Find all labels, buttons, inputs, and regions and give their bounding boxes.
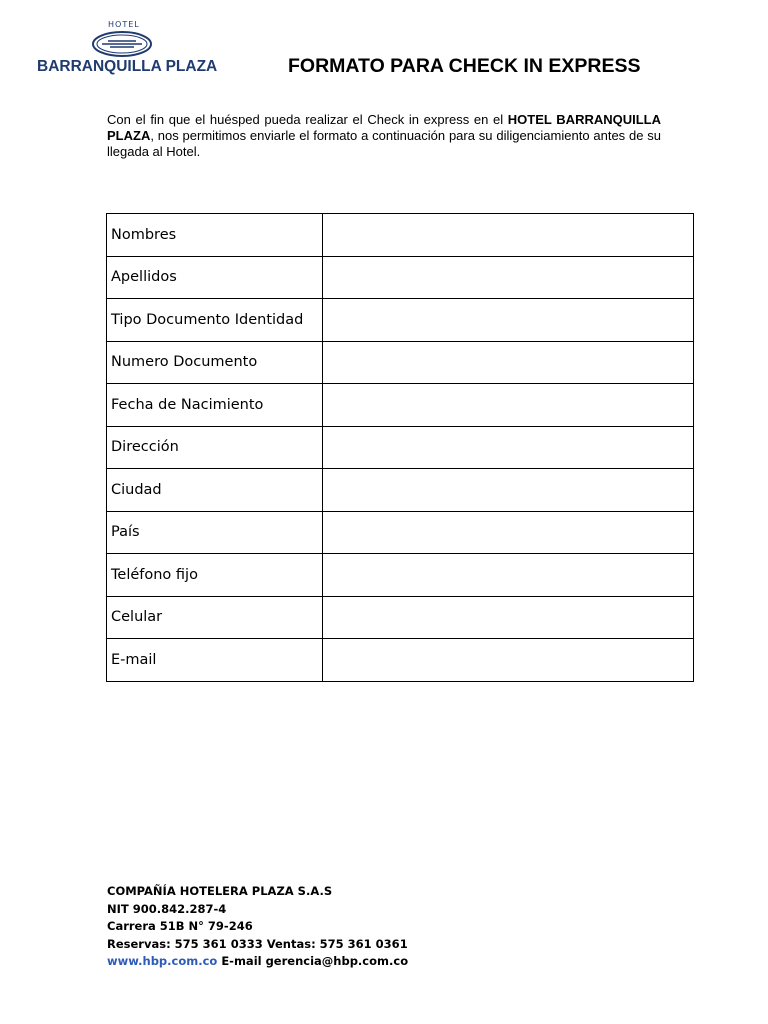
intro-paragraph bbox=[107, 112, 661, 160]
form-row bbox=[107, 214, 694, 257]
form-row bbox=[107, 341, 694, 384]
footer-phones: Reservas: 575 361 0333 Ventas: 575 361 0361 bbox=[107, 936, 408, 951]
form-field-label: E-mail bbox=[107, 639, 323, 682]
intro-hotel-name: HOTEL BARRANQUILLA PLAZA bbox=[107, 112, 662, 143]
footer-company: COMPAÑÍA HOTELERA PLAZA S.A.S bbox=[107, 884, 333, 898]
form-field-label: Celular bbox=[107, 596, 323, 639]
form-field-label: Fecha de Nacimiento bbox=[107, 384, 323, 427]
form-field-input[interactable] bbox=[323, 426, 694, 469]
footer-nit: NIT 900.842.287-4 bbox=[107, 901, 227, 916]
footer-address: Carrera 51B N° 79-246 bbox=[107, 919, 253, 933]
form-field-label: Apellidos bbox=[107, 256, 323, 299]
form-field-input[interactable] bbox=[323, 384, 694, 427]
form-field-input[interactable] bbox=[323, 596, 694, 639]
form-row bbox=[107, 554, 694, 597]
footer-web-email bbox=[107, 953, 408, 971]
form-row bbox=[107, 596, 694, 639]
form-row bbox=[107, 384, 694, 427]
form-row bbox=[107, 426, 694, 469]
intro-text-end: , nos permitimos enviarle el formato a continuación para su diligenciamiento antes de su llegada al Hotel. bbox=[107, 128, 661, 159]
footer-contact bbox=[107, 883, 408, 971]
check-in-form-table bbox=[106, 213, 694, 682]
logo-emblem-icon bbox=[92, 31, 152, 57]
form-field-label: Dirección bbox=[107, 426, 323, 469]
form-row bbox=[107, 511, 694, 554]
footer-email: E-mail gerencia@hbp.com.co bbox=[217, 954, 409, 968]
form-field-input[interactable] bbox=[323, 299, 694, 342]
form-row bbox=[107, 299, 694, 342]
form-field-label: Numero Documento bbox=[107, 341, 323, 384]
form-field-input[interactable] bbox=[323, 511, 694, 554]
form-field-input[interactable] bbox=[323, 639, 694, 682]
form-row bbox=[107, 469, 694, 512]
form-field-label: Tipo Documento Identidad bbox=[107, 299, 323, 342]
logo-hotel-word: HOTEL bbox=[108, 20, 140, 29]
form-field-label: Nombres bbox=[107, 214, 323, 257]
form-field-input[interactable] bbox=[323, 341, 694, 384]
form-field-input[interactable] bbox=[323, 256, 694, 299]
form-field-label: Teléfono fijo bbox=[107, 554, 323, 597]
form-row bbox=[107, 256, 694, 299]
intro-text-start: Con el fin que el huésped pueda realizar el Check in express en el bbox=[107, 112, 508, 127]
form-field-input[interactable] bbox=[323, 469, 694, 512]
website-link[interactable]: www.hbp.com.co bbox=[107, 954, 218, 968]
form-field-label: Ciudad bbox=[107, 469, 323, 512]
form-field-input[interactable] bbox=[323, 214, 694, 257]
logo-hotel-name: BARRANQUILLA PLAZA bbox=[37, 58, 218, 75]
form-field-input[interactable] bbox=[323, 554, 694, 597]
form-row bbox=[107, 639, 694, 682]
form-field-label: País bbox=[107, 511, 323, 554]
page-title: FORMATO PARA CHECK IN EXPRESS bbox=[288, 55, 641, 77]
